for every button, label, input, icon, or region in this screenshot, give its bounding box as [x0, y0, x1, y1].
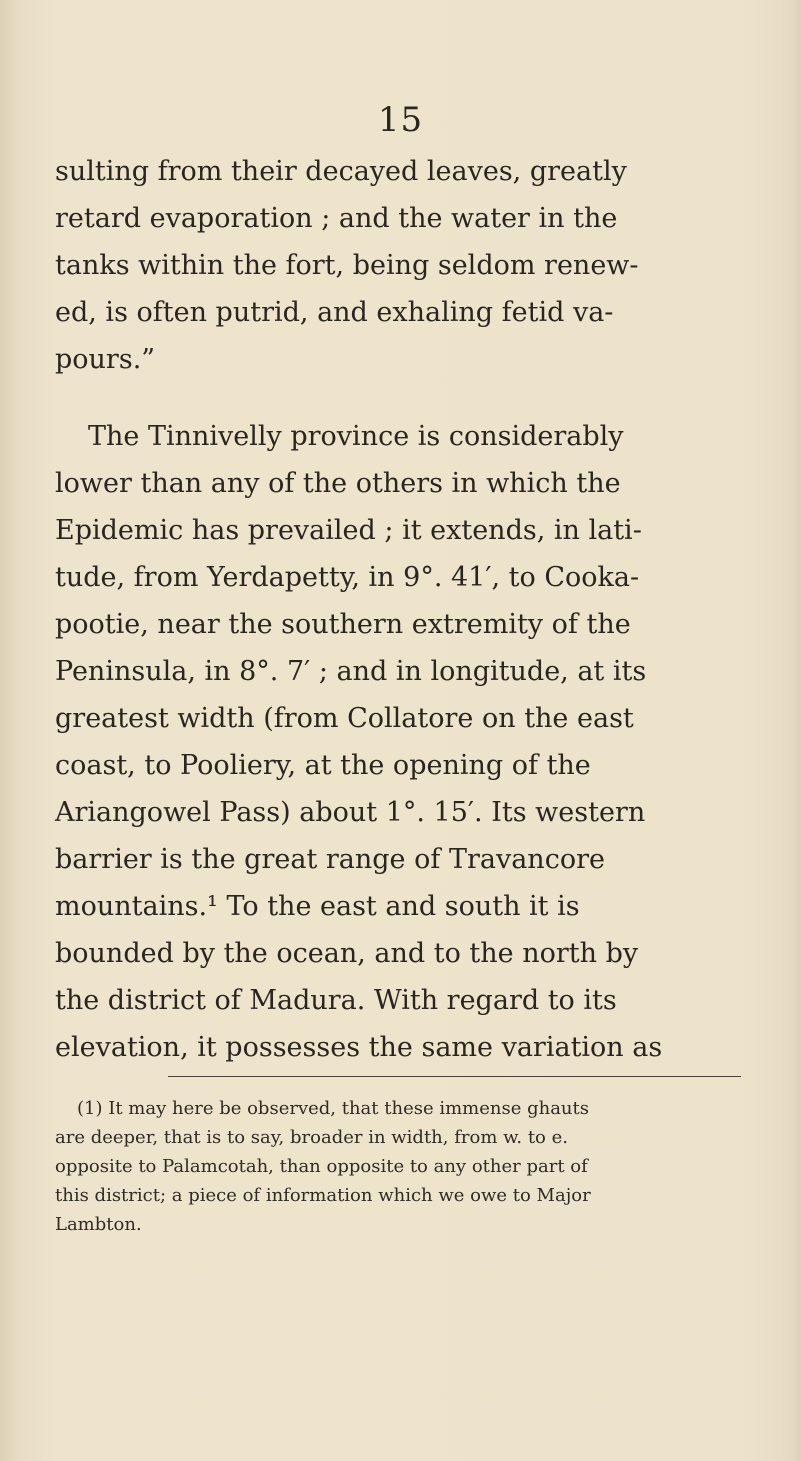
text-line: Ariangowel Pass) about 1°. 15′. Its western [55, 797, 646, 828]
footnote-line: (1) It may here be observed, that these immense ghauts [77, 1098, 589, 1119]
body-text [55, 148, 755, 1071]
text-line: The Tinnivelly province is considerably [88, 421, 624, 452]
text-line: pours.” [55, 344, 156, 375]
text-line: mountains.¹ To the east and south it is [55, 891, 580, 922]
footnote-line: are deeper, that is to say, broader in width, from w. to e. [55, 1127, 568, 1148]
paragraph-tinnivelly [55, 413, 755, 1071]
text-line: greatest width (from Collatore on the east [55, 703, 634, 734]
text-line: bounded by the ocean, and to the north by [55, 938, 639, 969]
page-number: 15 [377, 100, 424, 140]
footnote-line: this district; a piece of information which we owe to Major [55, 1185, 591, 1206]
footnote-divider [168, 1076, 741, 1077]
text-line: elevation, it possesses the same variation as [55, 1032, 663, 1063]
text-line: tanks within the fort, being seldom renew- [55, 250, 639, 281]
footnote-line: opposite to Palamcotah, than opposite to any other part of [55, 1156, 588, 1177]
text-line: pootie, near the southern extremity of the [55, 609, 631, 640]
text-line: coast, to Pooliery, at the opening of the [55, 750, 591, 781]
paragraph-continuation [55, 148, 755, 383]
text-line: lower than any of the others in which the [55, 468, 621, 499]
text-line: Epidemic has prevailed ; it extends, in lati- [55, 515, 642, 546]
text-line: the district of Madura. With regard to its [55, 985, 617, 1016]
text-line: ed, is often putrid, and exhaling fetid va- [55, 297, 614, 328]
paragraph-gap [55, 383, 755, 413]
text-line: tude, from Yerdapetty, in 9°. 41′, to Cooka- [55, 562, 640, 593]
text-line: barrier is the great range of Travancore [55, 844, 605, 875]
footnote-line: Lambton. [55, 1214, 142, 1235]
footnote [55, 1094, 755, 1239]
text-line: Peninsula, in 8°. 7′ ; and in longitude, at its [55, 656, 647, 687]
text-line: retard evaporation ; and the water in the [55, 203, 618, 234]
text-line: sulting from their decayed leaves, greatly [55, 156, 627, 187]
